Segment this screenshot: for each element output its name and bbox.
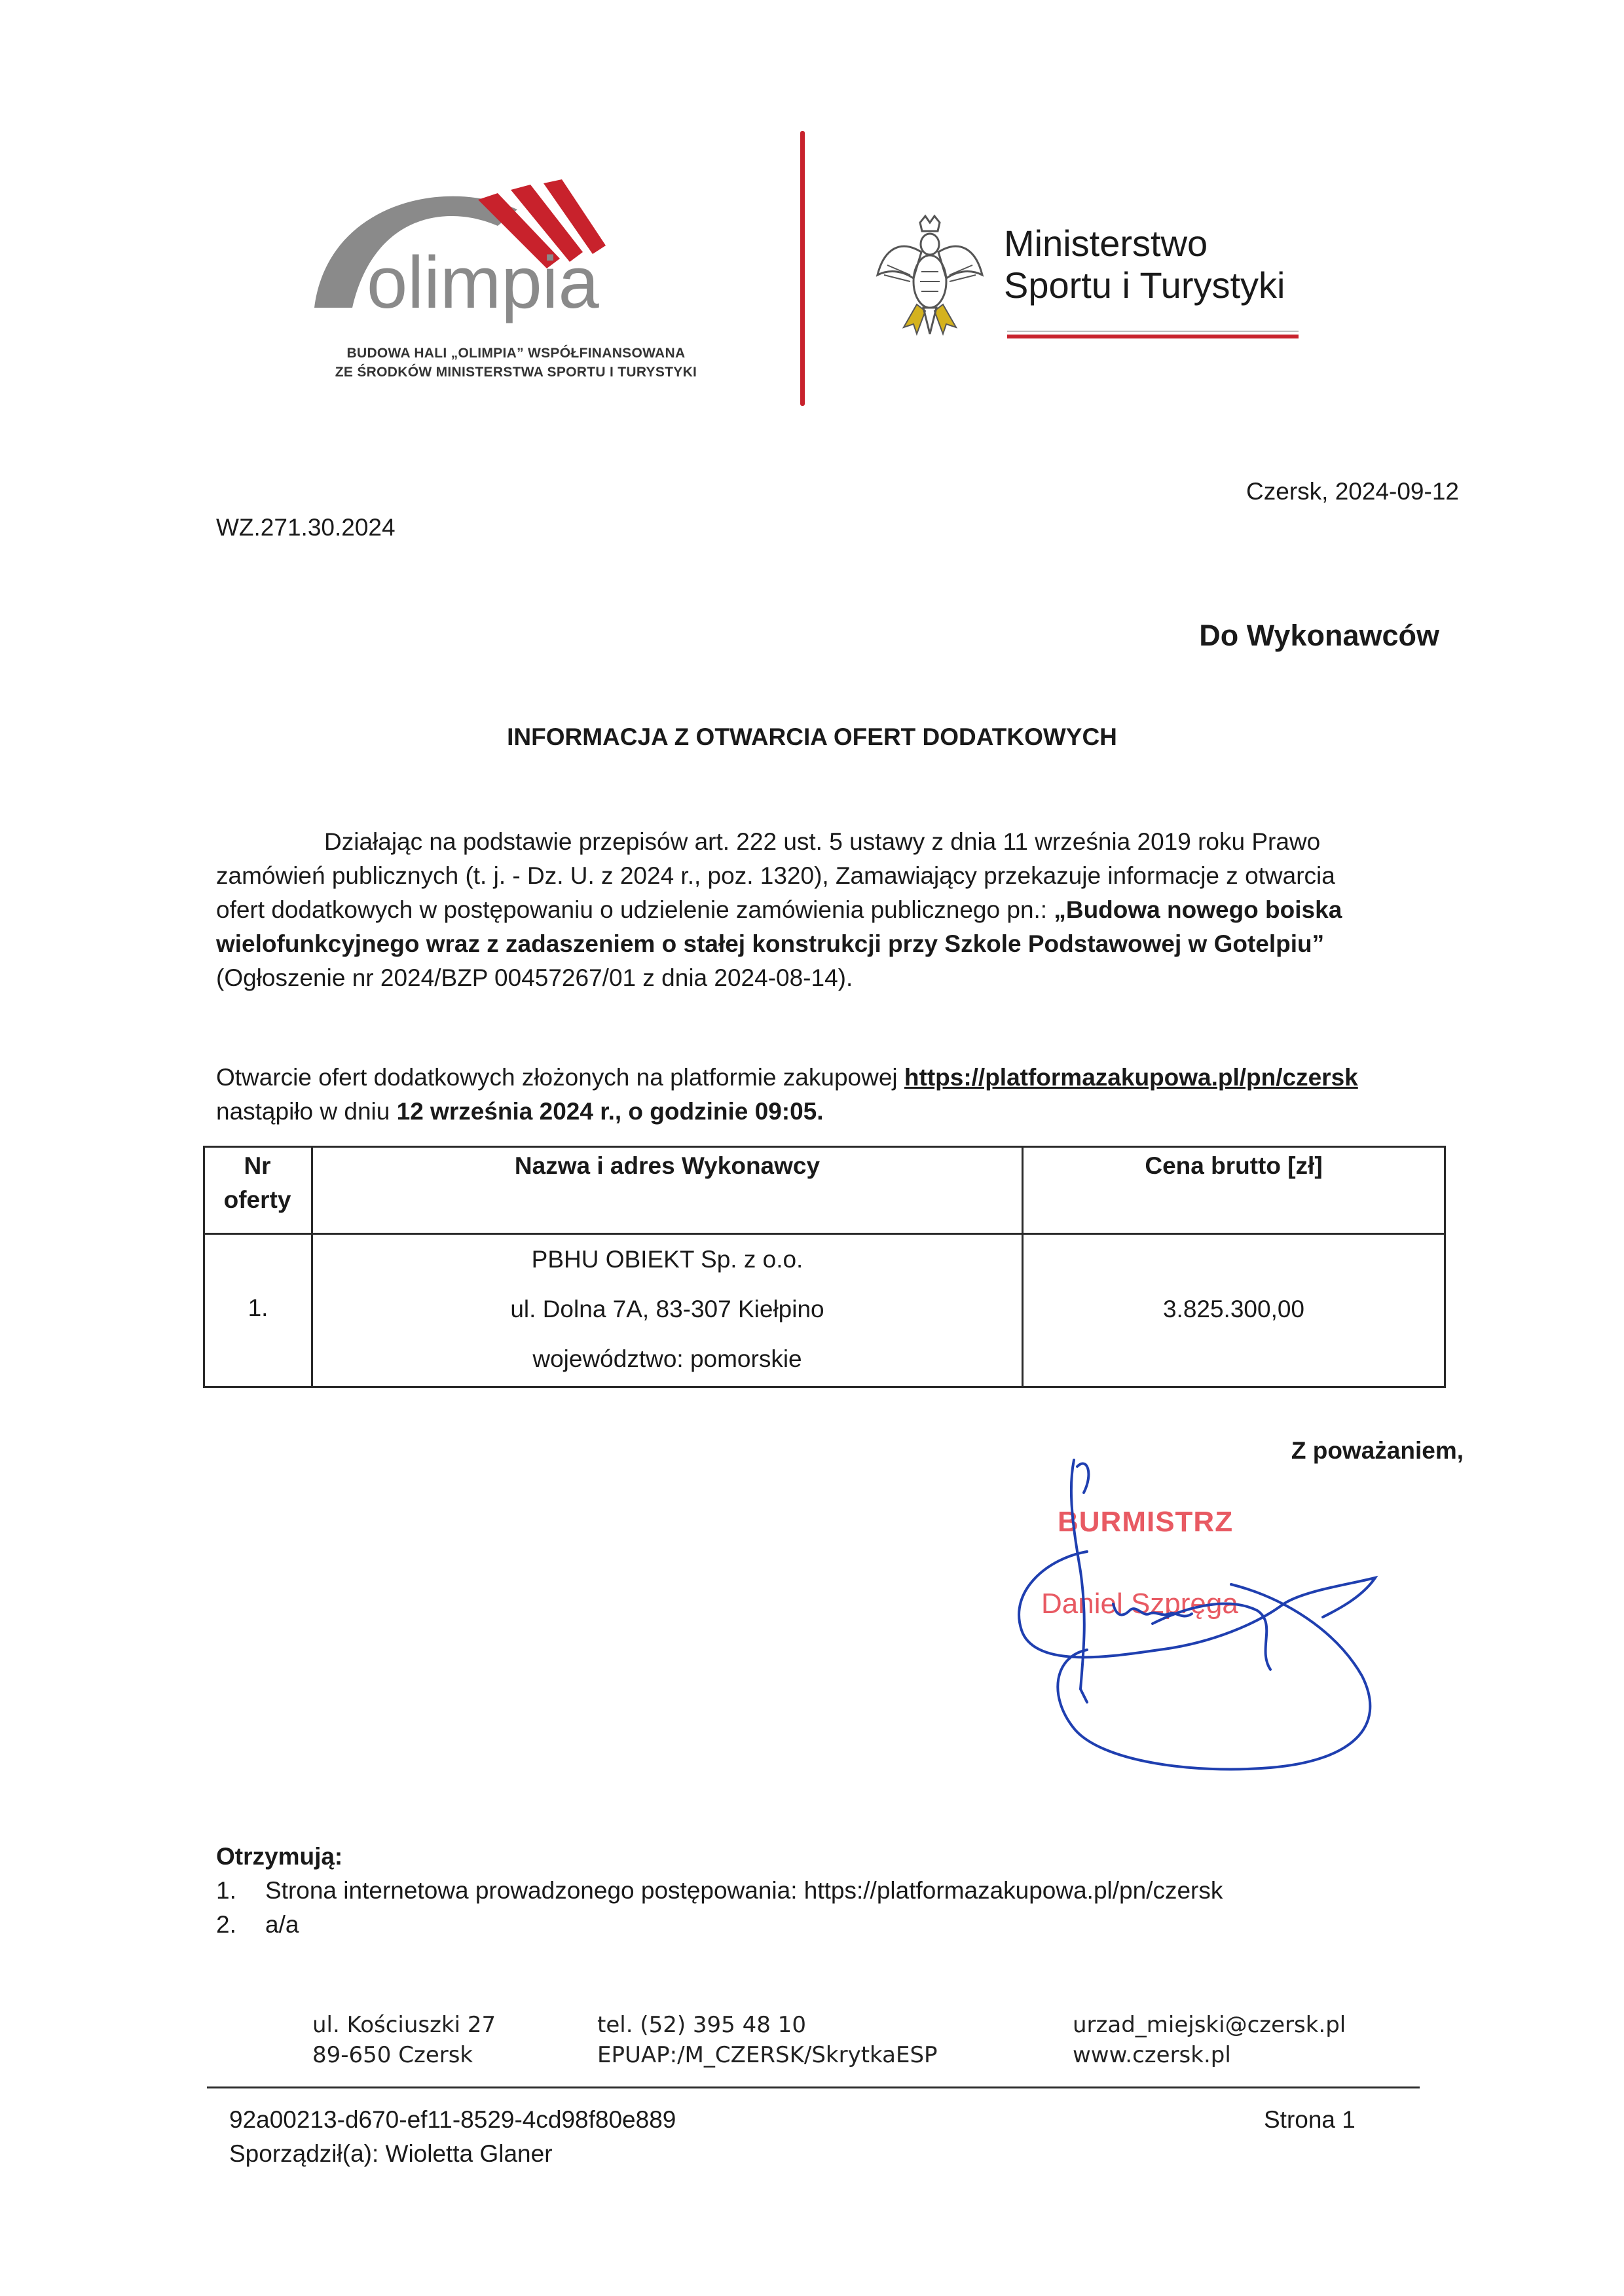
list-item-text: Strona internetowa prowadzonego postępowania: https://platformazakupowa.pl/pn/czersk — [265, 1877, 1223, 1904]
reference-number: WZ.271.30.2024 — [216, 514, 396, 541]
list-item — [216, 1908, 1223, 1942]
offer-number: 1. — [248, 1294, 268, 1321]
contractor-region: województwo: pomorskie — [532, 1345, 802, 1372]
list-item-text: a/a — [265, 1911, 299, 1938]
table-border — [203, 1146, 1446, 1148]
paragraph-line: zamówień publicznych (t. j. - Dz. U. z 2024 r., poz. 1320), Zamawiający przekazuje informacje z otwarcia — [216, 862, 1335, 889]
olimpia-caption — [320, 344, 712, 382]
ministry-accent-line — [1007, 331, 1299, 338]
paragraph-text: ofert dodatkowych w postępowaniu o udzielenie zamówienia publicznego pn.: — [216, 896, 1054, 923]
addressee: Do Wykonawców — [1199, 619, 1439, 652]
footer-address — [312, 2010, 496, 2070]
list-item — [216, 1874, 1223, 1908]
olimpia-caption-line: BUDOWA HALI „OLIMPIA” WSPÓŁFINANSOWANA — [346, 346, 686, 361]
document-id-block — [229, 2103, 676, 2171]
table-header-price: Cena brutto [zł] — [1145, 1152, 1323, 1179]
paragraph-line — [216, 927, 1460, 961]
opening-datetime: 12 września 2024 r., o godzinie 09:05. — [396, 1098, 824, 1125]
stamp-title: BURMISTRZ — [1058, 1506, 1234, 1538]
closing-salutation: Z poważaniem, — [1291, 1437, 1464, 1464]
offers-table — [203, 1146, 1446, 1388]
table-border — [203, 1146, 205, 1388]
footer-contact — [597, 2010, 938, 2070]
olimpia-logo — [301, 164, 720, 334]
eagle-emblem-icon — [874, 213, 986, 337]
paragraph-text: Otwarcie ofert dodatkowych złożonych na platformie zakupowej — [216, 1064, 904, 1091]
project-name: wielofunkcyjnego wraz z zadaszeniem o stałej konstrukcji przy Szkole Podstawowej w Gotelpiu” — [216, 930, 1325, 957]
ministry-name-line: Sportu i Turystyki — [1004, 264, 1285, 306]
header-divider — [800, 131, 805, 406]
footer-website[interactable]: www.czersk.pl — [1073, 2042, 1231, 2068]
recipients-heading: Otrzymują: — [216, 1843, 343, 1870]
footer-phone: tel. (52) 395 48 10 — [597, 2012, 806, 2038]
footer-online — [1073, 2010, 1346, 2070]
offer-price: 3.825.300,00 — [1162, 1296, 1305, 1322]
prepared-by: Sporządził(a): Wioletta Glaner — [229, 2140, 553, 2167]
footer-divider — [207, 2086, 1420, 2088]
ministry-name-line: Ministerstwo — [1004, 223, 1208, 264]
contractor-address: ul. Dolna 7A, 83-307 Kiełpino — [510, 1296, 824, 1322]
list-item-number: 1. — [216, 1877, 236, 1904]
recipients-list — [216, 1840, 1223, 1942]
paragraph-line — [216, 1061, 1460, 1095]
place-date: Czersk, 2024-09-12 — [1246, 478, 1459, 505]
paragraph-line — [216, 893, 1460, 927]
footer-epuap: EPUAP:/M_CZERSK/SkrytkaESP — [597, 2042, 938, 2068]
table-border — [1444, 1146, 1446, 1388]
table-header-contractor: Nazwa i adres Wykonawcy — [514, 1152, 821, 1179]
paragraph-line: Działając na podstawie przepisów art. 222 ust. 5 ustawy z dnia 11 września 2019 roku Prawo — [324, 828, 1321, 855]
page-number: Strona 1 — [1264, 2106, 1356, 2133]
footer-email[interactable]: urzad_miejski@czersk.pl — [1073, 2012, 1346, 2038]
olimpia-wordmark: olimpia — [367, 242, 599, 323]
list-item-number: 2. — [216, 1911, 236, 1938]
contractor-name: PBHU OBIEKT Sp. z o.o. — [531, 1246, 803, 1273]
table-header-nr: Nr oferty — [223, 1152, 291, 1213]
paragraph-line — [216, 1095, 1460, 1129]
project-name: „Budowa nowego boiska — [1054, 896, 1342, 923]
ministry-name — [1004, 223, 1285, 306]
platform-link[interactable]: https://platformazakupowa.pl/pn/czersk — [904, 1064, 1358, 1091]
handwritten-signature — [995, 1453, 1441, 1794]
paragraph-text: nastąpiło w dniu — [216, 1098, 397, 1125]
stamp-name: Daniel Szpręga — [1041, 1588, 1238, 1620]
table-border — [203, 1386, 1446, 1388]
footer-street: ul. Kościuszki 27 — [312, 2012, 496, 2038]
document-id: 92a00213-d670-ef11-8529-4cd98f80e889 — [229, 2106, 676, 2133]
opening-paragraph — [216, 1061, 1460, 1129]
legal-basis-paragraph — [216, 825, 1460, 995]
paragraph-line: (Ogłoszenie nr 2024/BZP 00457267/01 z dnia 2024-08-14). — [216, 964, 853, 991]
document-title: INFORMACJA Z OTWARCIA OFERT DODATKOWYCH — [507, 723, 1117, 750]
olimpia-caption-line: ZE ŚRODKÓW MINISTERSTWA SPORTU I TURYSTYKI — [335, 365, 697, 380]
footer-city: 89-650 Czersk — [312, 2042, 473, 2068]
